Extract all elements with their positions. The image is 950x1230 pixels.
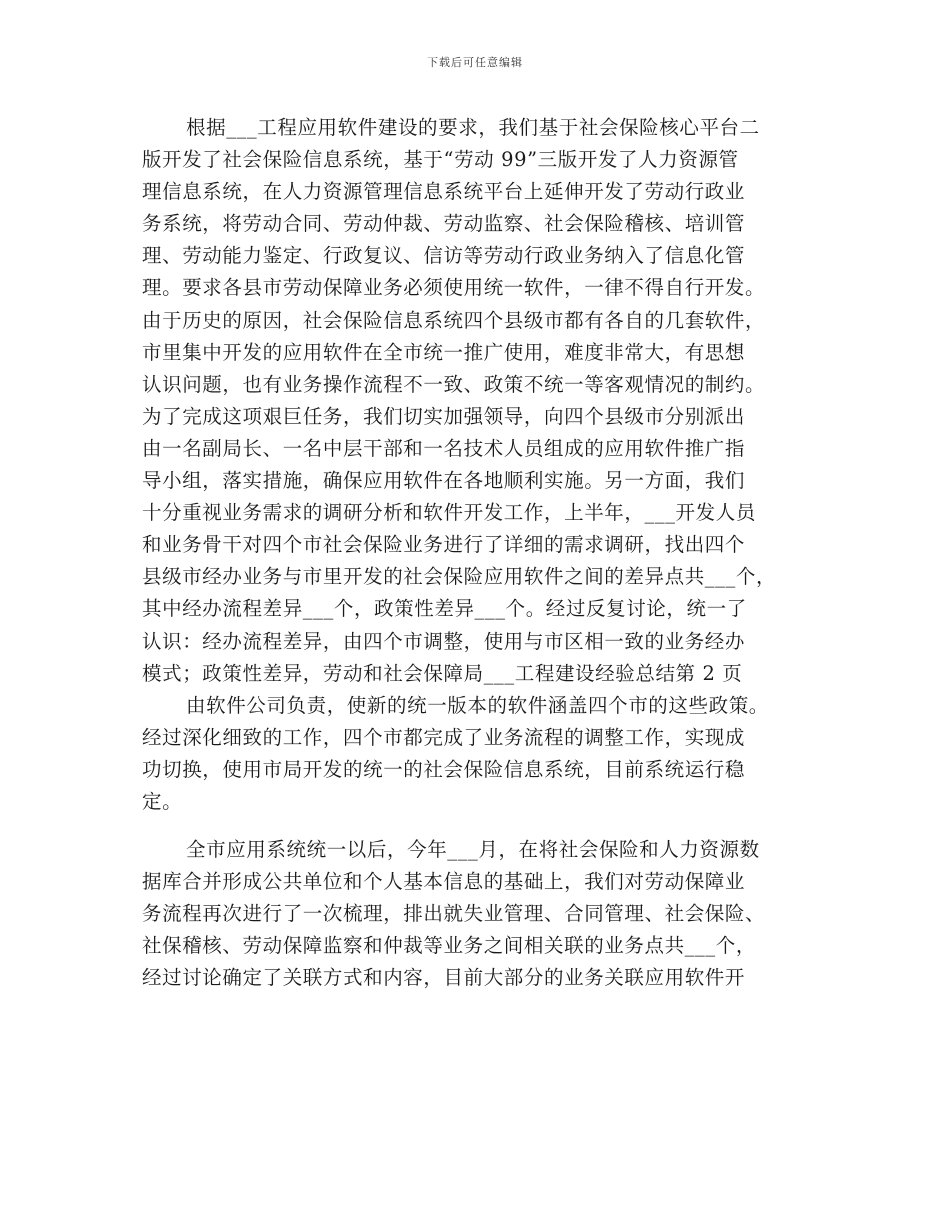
paragraph-2 [142, 690, 812, 818]
page-header: 下载后可任意编辑 [427, 56, 523, 69]
text-line: 务系统，将劳动合同、劳动仲裁、劳动监察、社会保险稽核、培训管 [142, 212, 746, 236]
text-line: 认识问题，也有业务操作流程不一致、政策不统一等客观情况的制约。 [142, 372, 766, 396]
text-line: 和业务骨干对四个市社会保险业务进行了详细的需求调研，找出四个 [142, 533, 746, 557]
paragraph-spacer [142, 818, 812, 834]
text-line: 由软件公司负责，使新的统一版本的软件涵盖四个市的这些政策。 [186, 693, 769, 717]
document-body [142, 112, 812, 995]
text-line: 其中经办流程差异___个，政策性差异___个。经过反复讨论，统一了 [142, 597, 747, 621]
text-line: 模式；政策性差异，劳动和社会保障局___工程建设经验总结第 2 页 [142, 661, 743, 685]
text-line: 据库合并形成公共单位和个人基本信息的基础上，我们对劳动保障业 [142, 870, 746, 894]
text-line: 全市应用系统统一以后，今年___月，在将社会保险和人力资源数 [186, 838, 760, 862]
text-line: 理。要求各县市劳动保障业务必须使用统一软件，一律不得自行开发。 [142, 276, 766, 300]
text-line: 版开发了社会保险信息系统，基于“劳动 99”三版开发了人力资源管 [142, 148, 739, 172]
text-line: 理、劳动能力鉴定、行政复议、信访等劳动行政业务纳入了信息化管 [142, 244, 746, 268]
text-line: 定。 [142, 789, 183, 813]
text-line: 经过讨论确定了关联方式和内容，目前大部分的业务关联应用软件开 [142, 966, 746, 990]
paragraph-1 [142, 112, 812, 690]
text-line: 根据___工程应用软件建设的要求，我们基于社会保险核心平台二 [186, 116, 760, 139]
text-line: 由于历史的原因，社会保险信息系统四个县级市都有各自的几套软件， [142, 308, 766, 332]
text-line: 社保稽核、劳动保障监察和仲裁等业务之间相关联的业务点共___个， [142, 934, 756, 958]
text-line: 认识：经办流程差异，由四个市调整，使用与市区相一致的业务经办 [142, 629, 746, 653]
text-line: 为了完成这项艰巨任务，我们切实加强领导，向四个县级市分别派出 [142, 404, 746, 428]
paragraph-3 [142, 834, 812, 994]
text-line: 导小组，落实措施，确保应用软件在各地顺利实施。另一方面，我们 [142, 469, 746, 493]
text-line: 由一名副局长、一名中层干部和一名技术人员组成的应用软件推广指 [142, 436, 746, 460]
text-line: 经过深化细致的工作，四个市都完成了业务流程的调整工作，实现成 [142, 725, 746, 749]
text-line: 十分重视业务需求的调研分析和软件开发工作，上半年，___开发人员 [142, 501, 756, 525]
text-line: 理信息系统，在人力资源管理信息系统平台上延伸开发了劳动行政业 [142, 180, 746, 204]
text-line: 功切换，使用市局开发的统一的社会保险信息系统，目前系统运行稳 [142, 757, 746, 781]
text-line: 务流程再次进行了一次梳理，排出就失业管理、合同管理、社会保险、 [142, 902, 766, 926]
text-line: 县级市经办业务与市里开发的社会保险应用软件之间的差异点共___个， [142, 565, 777, 589]
text-line: 市里集中开发的应用软件在全市统一推广使用，难度非常大，有思想 [142, 340, 746, 364]
